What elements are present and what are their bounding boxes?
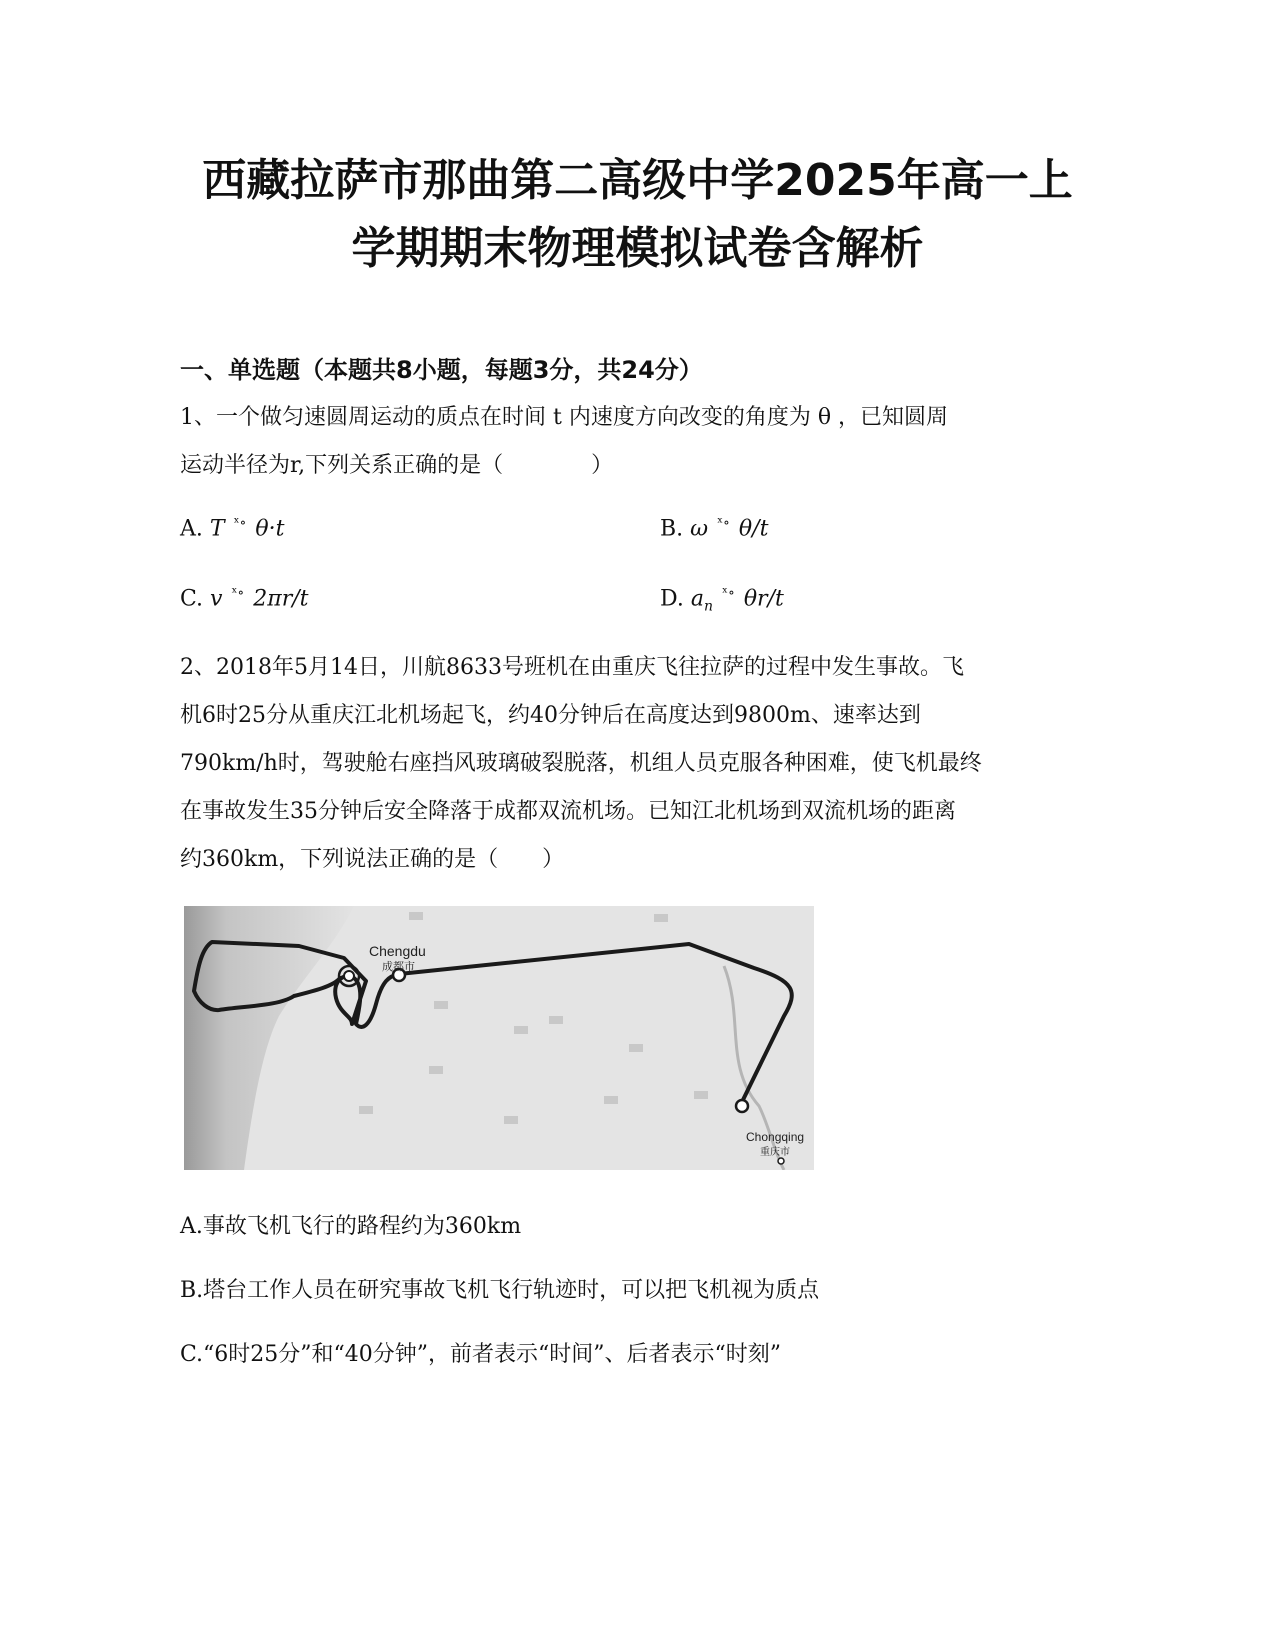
- option-c-rhs: 2πr/t: [253, 586, 309, 612]
- relation-symbol: ˣ∘: [717, 515, 730, 531]
- option-d-rhs: θr/t: [743, 586, 784, 612]
- q1-stem-line-2: 运动半径为r,下列关系正确的是（ ）: [180, 453, 614, 478]
- section-heading: 一、单选题（本题共8小题，每题3分，共24分）: [180, 356, 703, 384]
- option-c-lhs: v: [210, 586, 223, 612]
- option-a-lhs: T: [209, 516, 225, 542]
- q2-option-c[interactable]: C.“6时25分”和“40分钟”，前者表示“时间”、后者表示“时刻”: [180, 1342, 782, 1367]
- chongqing-label-en: Chongqing: [746, 1130, 805, 1144]
- q2-stem-line-5: 约360km，下列说法正确的是（ ）: [180, 847, 565, 872]
- q1-stem-line-1: 1、一个做匀速圆周运动的质点在时间 t 内速度方向改变的角度为 θ ，已知圆周: [180, 405, 949, 430]
- q2-option-b[interactable]: B.塔台工作人员在研究事故飞机飞行轨迹时，可以把飞机视为质点: [180, 1278, 820, 1303]
- chengdu-label-cn: 成都市: [382, 960, 415, 973]
- chongqing-label-cn: 重庆市: [760, 1147, 790, 1158]
- option-d-lhs: a: [690, 586, 704, 612]
- q1-option-c[interactable]: [180, 585, 309, 611]
- q1-option-b[interactable]: [660, 515, 768, 541]
- q2-stem-line-2: 机6时25分从重庆江北机场起飞，约40分钟后在高度达到9800m、速率达到: [180, 703, 921, 728]
- page-title-line-2: 学期期末物理模拟试卷含解析: [351, 223, 924, 274]
- chengdu-airport-inner: [344, 971, 354, 981]
- option-d-subscript: n: [703, 598, 714, 615]
- q1-option-a[interactable]: [180, 515, 284, 541]
- q2-stem-line-3: 790km/h时，驾驶舱右座挡风玻璃破裂脱落，机组人员克服各种困难，使飞机最终: [180, 751, 982, 776]
- chongqing-city-marker: [778, 1158, 784, 1164]
- option-b-label: B.: [660, 516, 684, 542]
- option-c-label: C.: [180, 586, 204, 612]
- option-a-rhs: θ·t: [255, 516, 285, 542]
- q2-stem-line-1: 2、2018年5月14日，川航8633号班机在由重庆飞往拉萨的过程中发生事故。飞: [180, 655, 964, 680]
- q2-stem-line-4: 在事故发生35分钟后安全降落于成都双流机场。已知江北机场到双流机场的距离: [180, 799, 956, 824]
- option-b-rhs: θ/t: [738, 516, 769, 542]
- chengdu-label-en: Chengdu: [369, 943, 426, 959]
- option-b-lhs: ω: [690, 516, 709, 542]
- page-title-line-1: 西藏拉萨市那曲第二高级中学2025年高一上: [202, 155, 1073, 206]
- relation-symbol: ˣ∘: [722, 585, 735, 601]
- flight-route-map: [184, 906, 814, 1170]
- q2-option-a[interactable]: A.事故飞机飞行的路程约为360km: [180, 1214, 522, 1239]
- option-d-label: D.: [660, 586, 684, 612]
- q1-option-d[interactable]: [660, 585, 784, 615]
- option-a-label: A.: [180, 516, 203, 542]
- chongqing-airport-marker: [736, 1100, 748, 1112]
- relation-symbol: ˣ∘: [231, 585, 245, 601]
- relation-symbol: ˣ∘: [233, 515, 247, 531]
